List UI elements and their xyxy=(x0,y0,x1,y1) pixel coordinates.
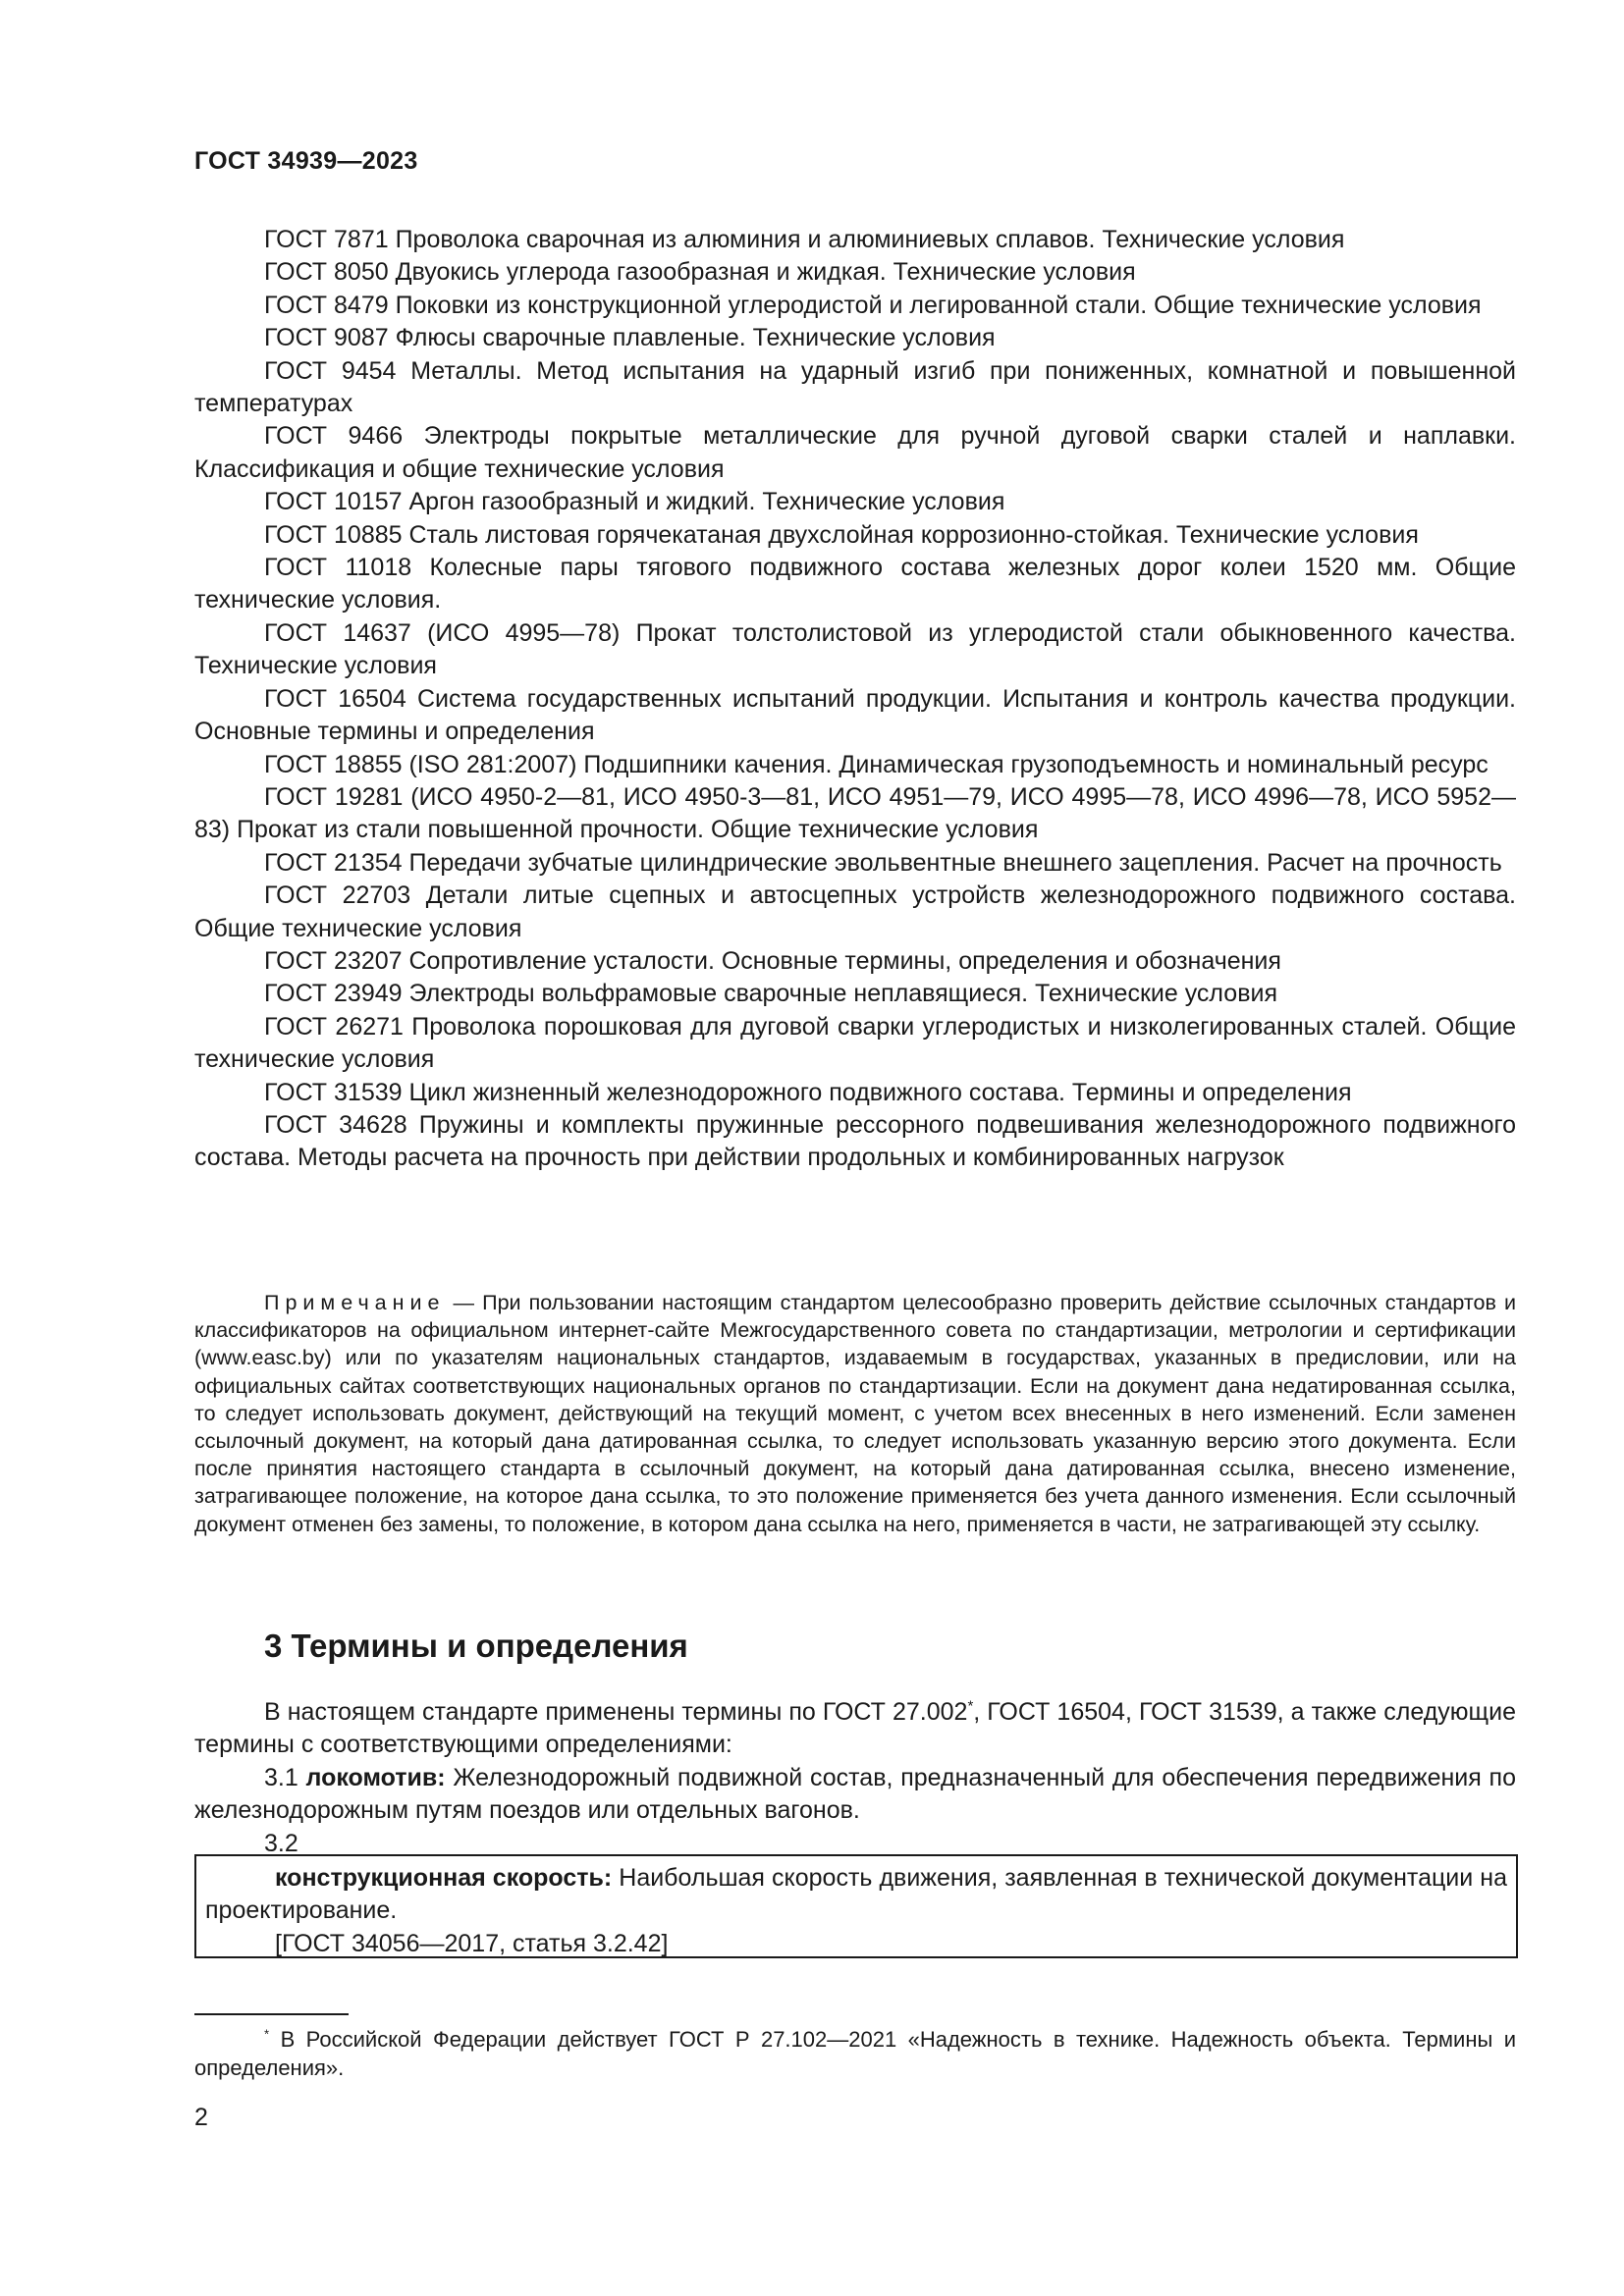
footnote-mark: * xyxy=(264,2026,270,2042)
footnote-text: В Российской Федерации действует ГОСТ Р 27.102—2021 «Надежность в технике. Надежность объекта. Термины и определения». xyxy=(194,2027,1516,2080)
terms-section xyxy=(194,1696,1516,1860)
reference-item: ГОСТ 31539 Цикл жизненный железнодорожного подвижного состава. Термины и определения xyxy=(264,1078,1352,1106)
reference-item: ГОСТ 9466 Электроды покрытые металлические для ручной дуговой сварки сталей и наплавки. Классификация и общие технические условия xyxy=(194,422,1516,483)
term-source: [ГОСТ 34056—2017, статья 3.2.42] xyxy=(275,1929,669,1957)
normative-references-list xyxy=(194,224,1516,1175)
note-label: Примечание xyxy=(264,1291,446,1314)
term-3-2-number: 3.2 xyxy=(264,1829,298,1857)
reference-item: ГОСТ 8479 Поковки из конструкционной углеродистой и легированной стали. Общие технические условия xyxy=(264,291,1482,319)
reference-item: ГОСТ 14637 (ИСО 4995—78) Прокат толстолистовой из углеродистой стали обыкновенного качества. Технические условия xyxy=(194,618,1516,680)
intro-text: В настоящем стандарте применены термины по ГОСТ 27.002 xyxy=(264,1698,968,1726)
terms-intro xyxy=(194,1696,1516,1762)
footnote-mark: * xyxy=(967,1697,974,1715)
references-note xyxy=(194,1289,1516,1538)
reference-item: ГОСТ 8050 Двуокись углерода газообразная и жидкая. Технические условия xyxy=(264,258,1136,287)
reference-item: ГОСТ 23949 Электроды вольфрамовые сварочные неплавящиеся. Технические условия xyxy=(264,980,1277,1008)
reference-item: ГОСТ 16504 Система государственных испытаний продукции. Испытания и контроль качества продукции. Основные термины и определения xyxy=(194,684,1516,746)
term-3-1 xyxy=(194,1762,1516,1828)
term-definition: Наибольшая скорость движения, заявленная в технической документации на проектирование. xyxy=(205,1864,1507,1925)
reference-item: ГОСТ 34628 Пружины и комплекты пружинные рессорного подвешивания железнодорожного подвижного состава. Методы расчета на прочность при действии продольных и комбинированных нагрузок xyxy=(194,1110,1516,1172)
term-3-2 xyxy=(205,1862,1507,1928)
term-number: 3.1 xyxy=(264,1763,306,1791)
page-number: 2 xyxy=(194,2104,208,2131)
reference-item: ГОСТ 18855 (ISO 281:2007) Подшипники качения. Динамическая грузоподъемность и номинальный ресурс xyxy=(264,750,1489,778)
footnote xyxy=(194,2025,1516,2082)
document-header: ГОСТ 34939—2023 xyxy=(194,147,418,175)
footnote-separator xyxy=(194,2013,349,2015)
reference-item: ГОСТ 10157 Аргон газообразный и жидкий. Технические условия xyxy=(264,488,1005,516)
term-name: конструкционная скорость: xyxy=(275,1864,613,1892)
term-definition: Железнодорожный подвижной состав, предназначенный для обеспечения передвижения по железнодорожным путям поездов или отдельных вагонов. xyxy=(194,1763,1516,1825)
reference-item: ГОСТ 7871 Проволока сварочная из алюминия и алюминиевых сплавов. Технические условия xyxy=(264,226,1345,253)
term-name: локомотив: xyxy=(305,1763,446,1791)
reference-item: ГОСТ 9454 Металлы. Метод испытания на ударный изгиб при пониженных, комнатной и повышенной температурах xyxy=(194,356,1516,418)
reference-item: ГОСТ 22703 Детали литые сцепных и автосцепных устройств железнодорожного подвижного состава. Общие технические условия xyxy=(194,881,1516,942)
quoted-term-box xyxy=(194,1854,1518,1958)
reference-item: ГОСТ 23207 Сопротивление усталости. Основные термины, определения и обозначения xyxy=(264,946,1281,975)
reference-item: ГОСТ 19281 (ИСО 4950-2—81, ИСО 4950-3—81, ИСО 4951—79, ИСО 4995—78, ИСО 4996—78, ИСО 5952—83) Прокат из стали повышенной прочности. Общие технические условия xyxy=(194,782,1516,844)
reference-item: ГОСТ 26271 Проволока порошковая для дуговой сварки углеродистых и низколегированных сталей. Общие технические условия xyxy=(194,1012,1516,1074)
reference-item: ГОСТ 10885 Сталь листовая горячекатаная двухслойная коррозионно-стойкая. Технические условия xyxy=(264,520,1419,549)
reference-item: ГОСТ 9087 Флюсы сварочные плавленые. Технические условия xyxy=(264,324,996,352)
reference-item: ГОСТ 21354 Передачи зубчатые цилиндрические эвольвентные внешнего зацепления. Расчет на прочность xyxy=(264,848,1502,877)
intro-text-continued: , ГОСТ 16504, ГОСТ 31539, а также следующие термины с соответствующими определениями: xyxy=(194,1698,1516,1759)
note-text: — При пользовании настоящим стандартом целесообразно проверить действие ссылочных стандартов и классификаторов на официальном интернет-сайте Межгосударственного совета по стандартизации, метрологии и сертификации (www.easc.by) или по указателям национальных стандартов, издаваемым в государствах, указанных в предисловии, или на официальных сайтах соответствующих национальных органов по стандартизации. Если на документ дана недатированная ссылка, то следует использовать документ, действующий на текущий момент, с учетом всех внесенных в него изменений. Если заменен ссылочный документ, на который дана датированная ссылка, то следует использовать указанную версию этого документа. Если после принятия настоящего стандарта в ссылочный документ, на который дана датированная ссылка, внесено изменение, затрагивающее положение, на которое дана ссылка, то это положение применяется без учета данного изменения. Если ссылочный документ отменен без замены, то положение, в котором дана ссылка на него, применяется в части, не затрагивающей эту ссылку. xyxy=(194,1291,1516,1536)
reference-item: ГОСТ 11018 Колесные пары тягового подвижного состава железных дорог колеи 1520 мм. Общие технические условия. xyxy=(194,554,1516,614)
section-title: 3 Термины и определения xyxy=(264,1628,688,1664)
